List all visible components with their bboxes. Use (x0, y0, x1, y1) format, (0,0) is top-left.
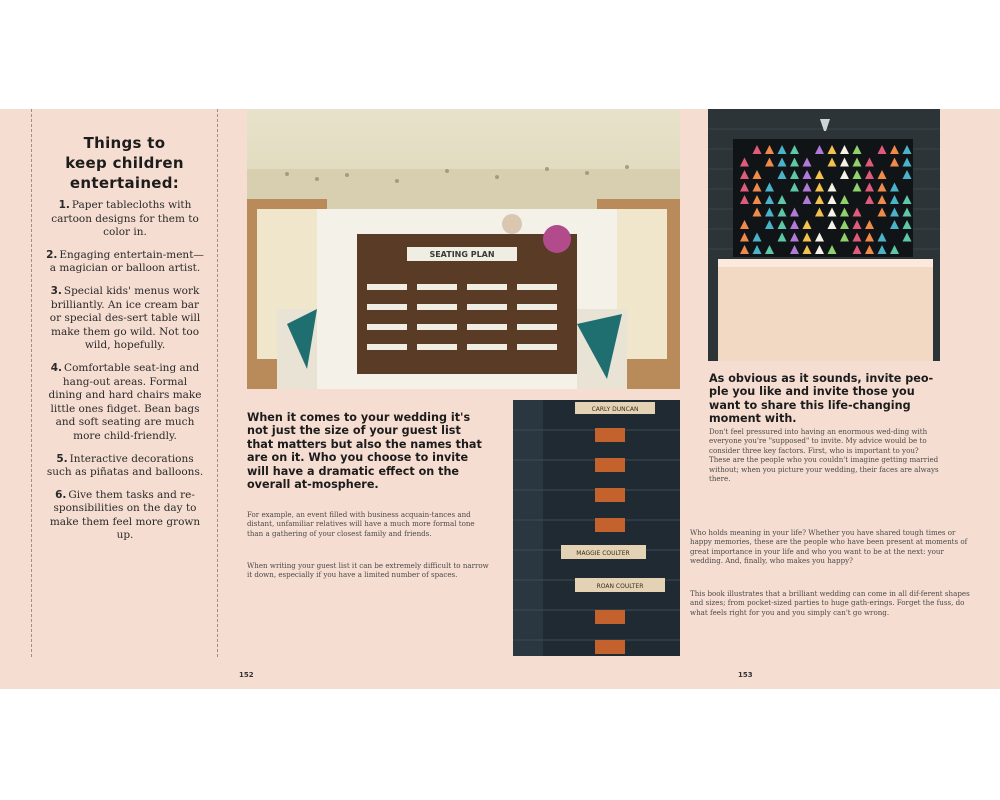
sidebar-title (32, 133, 217, 193)
item-text: Special kids' menus work brilliantly. An ice cream bar or special des-sert table will make them go wild. Not too wild, hopefully. (49, 284, 201, 352)
item-text: Give them tasks and re-sponsibilities on the day to make them feel more grown up. (49, 488, 201, 542)
item-number: 5. (56, 452, 68, 465)
right-paragraph: Who holds meaning in your life? Whether you have shared tough times or happy memories, these are the people who have been present at moments of great importance in your life and who you want to be at the next: your wedding. And, finally, who makes you happy? (690, 528, 968, 566)
sidebar-title-line: entertained: (69, 174, 180, 192)
sidebar-title-line: keep children (65, 154, 184, 172)
page-number-left: 152 (239, 671, 254, 679)
sidebar-list (46, 199, 204, 552)
name-card: ROAN COULTER (596, 583, 644, 590)
sidebar-title-line: Things to (83, 134, 166, 152)
item-number: 6. (55, 488, 67, 501)
seating-sign-text: SEATING PLAN (429, 250, 495, 259)
middle-paragraph: For example, an event filled with business acquain-tances and distant, unfamiliar relatives will have a much more formal tone than a gathering of your closest family and friends. (247, 510, 475, 538)
list-item (46, 489, 204, 543)
item-text: Comfortable seat-ing and hang-out areas. Formal dining and hard chairs make little ones fidget. Bean bags and soft seating are much more child-friendly. (48, 361, 202, 442)
seating-plan-photo (247, 109, 680, 389)
item-text: Interactive decorations such as piñatas and balloons. (46, 452, 204, 479)
name-card: CARLY DUNCAN (591, 406, 639, 413)
item-text: Engaging entertain-ment—a magician or balloon artist. (49, 248, 204, 275)
triangle-art-illustration (708, 109, 940, 361)
page-number-right: 153 (738, 671, 753, 679)
right-headline: As obvious as it sounds, invite peo-ple you like and invite those you want to share this life-changing moment with. (709, 372, 934, 426)
book-spread (0, 109, 1000, 689)
list-item (46, 249, 204, 276)
right-paragraph: This book illustrates that a brilliant wedding can come in all dif-ferent shapes and sizes; from pocket-sized parties to huge gath-erings. Forget the fuss, do what feels right for you and you simply can't go wrong. (690, 589, 970, 617)
item-number: 2. (46, 248, 58, 261)
list-item (46, 453, 204, 480)
middle-paragraph: When writing your guest list it can be extremely difficult to narrow it down, especially if you have a limited number of spaces. (247, 561, 489, 580)
triangle-art-photo (708, 109, 940, 361)
name-card: MAGGIE COULTER (576, 550, 630, 557)
item-text: Paper tablecloths with cartoon designs for them to color in. (51, 199, 199, 239)
item-number: 3. (50, 284, 62, 297)
list-item (46, 362, 204, 444)
item-number: 1. (58, 199, 70, 211)
escort-card-illustration (513, 400, 680, 656)
list-item (46, 285, 204, 353)
seating-plan-illustration (247, 109, 680, 389)
escort-card-photo (513, 400, 680, 656)
item-number: 4. (50, 361, 63, 374)
sidebar-box (31, 109, 218, 657)
right-paragraph: Don't feel pressured into having an enormous wed-ding with everyone you're "supposed" to invite. My advice would be to consider three key factors. First, who is important to you? These are the people who you couldn't imagine getting married without; when you picture your wedding, their faces are always there. (709, 427, 939, 484)
list-item (46, 199, 204, 240)
middle-headline: When it comes to your wedding it's not just the size of your guest list that matters but also the names that are on it. Who you choose to invite will have a dramatic effect on the overall at-mosphere. (247, 411, 482, 492)
